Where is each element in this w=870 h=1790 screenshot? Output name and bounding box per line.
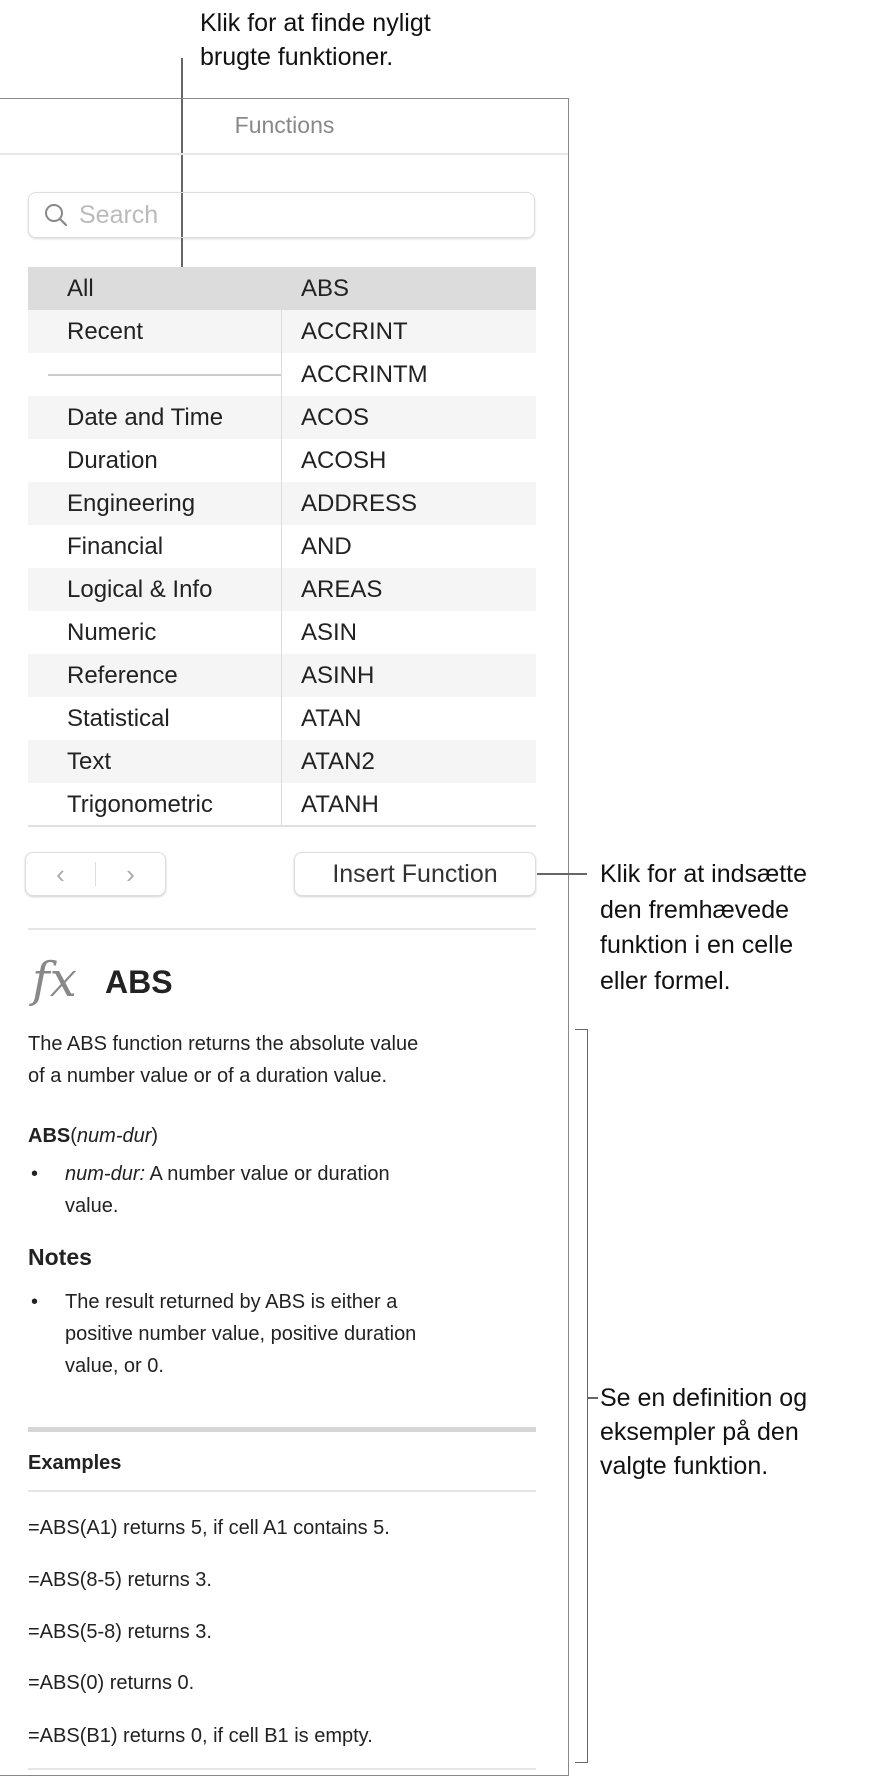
table-row	[28, 783, 536, 826]
category-item[interactable]: Engineering	[28, 482, 282, 525]
callout-line: valgte funktion.	[600, 1452, 769, 1480]
table-row	[28, 396, 536, 439]
function-item[interactable]: ACCRINT	[301, 317, 408, 345]
description-line: of a number value or of a duration value.	[28, 1065, 388, 1087]
table-row	[28, 353, 536, 396]
callout-line: eksempler på den	[600, 1418, 799, 1446]
function-item[interactable]: AREAS	[301, 575, 383, 603]
category-item[interactable]: Recent	[28, 310, 282, 353]
table-row	[28, 740, 536, 783]
table-row	[28, 267, 536, 310]
history-nav	[25, 852, 166, 896]
bottom-divider	[28, 1768, 536, 1770]
syntax-args: num-dur	[76, 1125, 152, 1147]
category-item[interactable]: Date and Time	[28, 396, 282, 439]
examples-divider	[28, 1427, 536, 1432]
argument-item	[65, 1158, 390, 1222]
search-field[interactable]	[28, 192, 535, 238]
category-item[interactable]: Duration	[28, 439, 282, 482]
callout-line: den fremhævede	[600, 895, 790, 924]
separator-line	[48, 374, 281, 376]
detail-divider	[28, 928, 536, 930]
argument-name: num-dur:	[65, 1163, 146, 1185]
callout-leader-line	[537, 873, 587, 875]
example-item: =ABS(0) returns 0.	[28, 1672, 195, 1694]
category-item[interactable]: All	[28, 267, 282, 310]
argument-desc: A number value or duration	[149, 1163, 390, 1185]
function-item[interactable]: ASIN	[301, 618, 358, 646]
example-item: =ABS(8-5) returns 3.	[28, 1569, 212, 1591]
table-row	[28, 568, 536, 611]
callout-line: eller formel.	[600, 966, 731, 995]
example-item: =ABS(5-8) returns 3.	[28, 1621, 212, 1643]
callout-leader-line	[588, 1397, 598, 1399]
function-item[interactable]: ATAN	[301, 704, 362, 732]
header-divider	[0, 153, 568, 155]
category-item[interactable]: Logical & Info	[28, 568, 282, 611]
bullet-icon: •	[31, 1291, 39, 1313]
search-input[interactable]	[79, 201, 499, 230]
table-row	[28, 525, 536, 568]
function-name: ABS	[105, 964, 173, 1000]
category-item[interactable]: Statistical	[28, 697, 282, 740]
examples-heading: Examples	[28, 1452, 122, 1474]
category-separator	[28, 353, 282, 396]
callout-definition	[600, 1381, 807, 1483]
callout-bracket	[575, 1029, 588, 1763]
bullet-icon: •	[31, 1163, 39, 1185]
description-line: The ABS function returns the absolute value	[28, 1033, 419, 1055]
panel-title: Functions	[234, 112, 335, 138]
table-row	[28, 611, 536, 654]
function-item[interactable]: ASINH	[301, 661, 375, 689]
table-row	[28, 697, 536, 740]
function-item[interactable]: ACOSH	[301, 446, 387, 474]
example-item: =ABS(B1) returns 0, if cell B1 is empty.	[28, 1725, 373, 1747]
note-line: The result returned by ABS is either a	[65, 1291, 398, 1313]
category-item[interactable]: Financial	[28, 525, 282, 568]
callout-line: Se en definition og	[600, 1384, 808, 1412]
function-item[interactable]: ABS	[301, 274, 350, 302]
category-item[interactable]: Numeric	[28, 611, 282, 654]
table-row	[28, 482, 536, 525]
fx-icon: fx	[32, 952, 77, 1008]
table-bottom-divider	[28, 825, 536, 827]
table-row	[28, 310, 536, 353]
callout-line: funktion i en celle	[600, 931, 794, 959]
function-item[interactable]: AND	[301, 532, 352, 560]
note-line: positive number value, positive duration	[65, 1323, 417, 1345]
table-row	[28, 439, 536, 482]
function-item[interactable]: ADDRESS	[301, 489, 418, 517]
function-syntax: ABS(num-dur)	[28, 1125, 159, 1147]
callout-line: brugte funktioner.	[200, 43, 394, 71]
table-row	[28, 654, 536, 697]
examples-header-divider	[28, 1490, 536, 1492]
function-item[interactable]: ACCRINTM	[301, 360, 428, 388]
example-item: =ABS(A1) returns 5, if cell A1 contains 5.	[28, 1517, 390, 1539]
function-item[interactable]: ACOS	[301, 403, 370, 431]
category-item[interactable]: Text	[28, 740, 282, 783]
function-item[interactable]: ATAN2	[301, 747, 375, 775]
argument-desc: value.	[65, 1195, 119, 1217]
back-button[interactable]: ‹	[56, 858, 65, 889]
search-icon	[43, 202, 69, 228]
function-description	[28, 1028, 418, 1092]
notes-heading: Notes	[28, 1244, 92, 1270]
callout-line: Klik for at finde nyligt	[200, 9, 431, 37]
category-item[interactable]: Reference	[28, 654, 282, 697]
note-item	[65, 1286, 416, 1382]
function-browser	[28, 267, 536, 826]
callout-recent	[200, 6, 431, 74]
callout-line: Klik for at indsætte	[600, 860, 808, 888]
insert-function-button[interactable]: Insert Function	[294, 852, 536, 896]
category-item[interactable]: Trigonometric	[28, 783, 282, 826]
function-item[interactable]: ATANH	[301, 790, 379, 818]
callout-insert	[600, 857, 807, 999]
note-line: value, or 0.	[65, 1355, 164, 1377]
syntax-name: ABS	[28, 1125, 71, 1147]
forward-button[interactable]: ›	[126, 858, 135, 889]
